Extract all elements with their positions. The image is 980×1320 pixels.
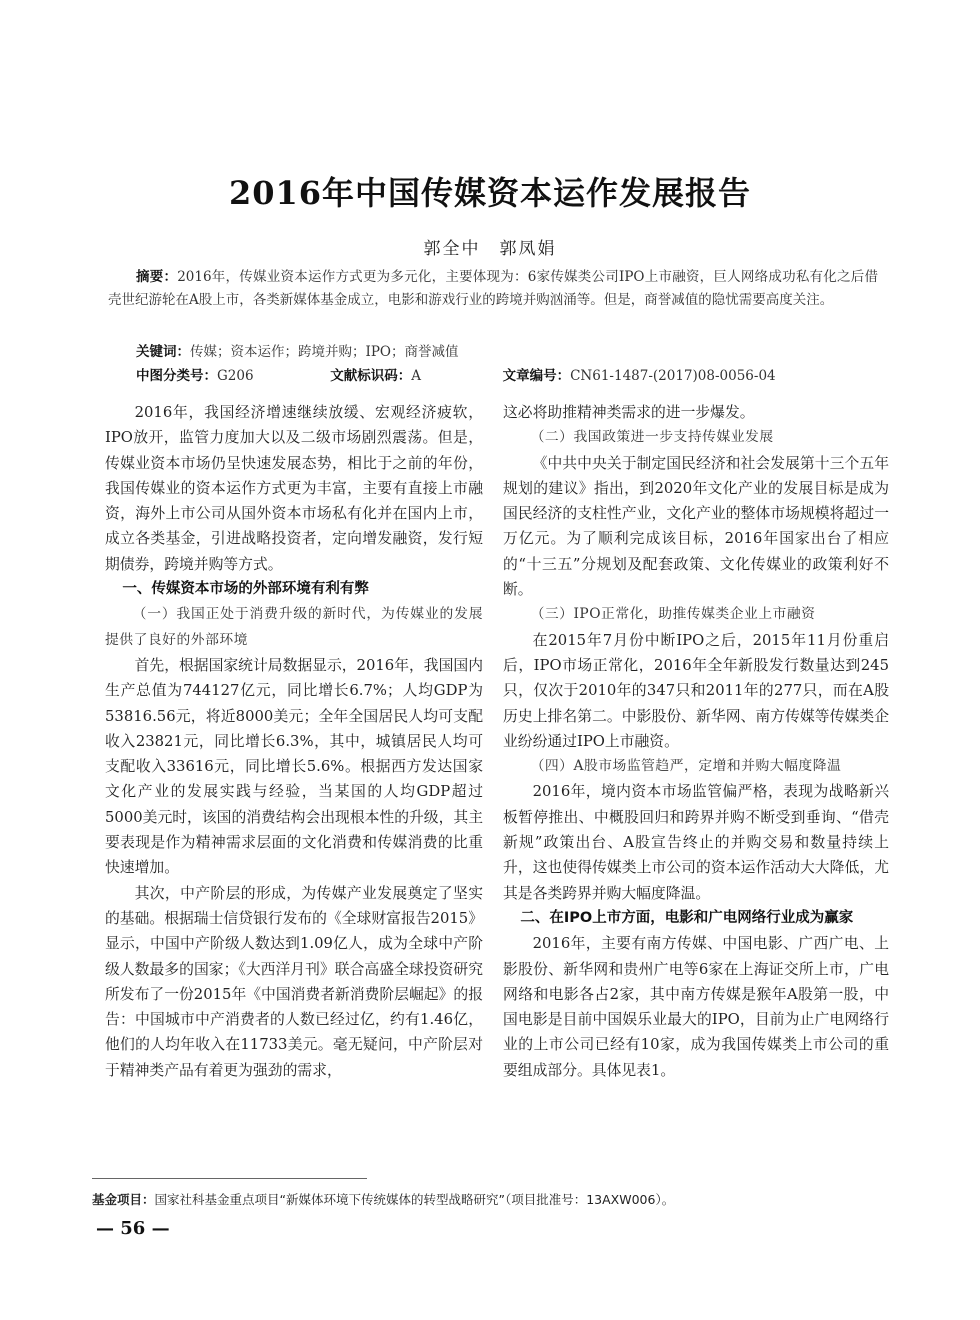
doc-label: 文献标识码： (330, 368, 412, 384)
footnote (92, 1190, 892, 1208)
article-title: 2016年中国传媒资本运作发展报告 (228, 174, 752, 212)
abstract (108, 266, 878, 312)
clc-value: G206 (217, 368, 254, 384)
paragraph: 2016年，境内资本市场监管偏严格，表现为战略新兴板暂停推出、中概股回归和跨界并购不断受到垂询、“借壳新规”政策出台、A股宣告终止的并购交易和数量持续上升，这也使得传媒类上市公司的资本运作活动大大降低，尤其是各类跨界并购大幅度降温。 (503, 783, 889, 902)
page-number: — 56 — (96, 1218, 170, 1239)
subsection-heading: （二）我国政策进一步支持传媒业发展 (530, 429, 774, 446)
paragraph: 在2015年7月份中断IPO之后，2015年11月份重启后，IPO市场正常化，2016年全年新股发行数量达到245只，仅次于2010年的347只和2011年的277只，而在A股历史上排名第二。中影股份、新华网、南方传媒等传媒类企业纷纷通过IPO上市融资。 (503, 631, 889, 750)
keywords (136, 342, 458, 362)
section-heading: 一、传媒资本市场的外部环境有利有弊 (122, 581, 369, 598)
footnote-text: 国家社科基金重点项目“新媒体环境下传统媒体的转型战略研究”（项目批准号：13AXW006）。 (154, 1192, 675, 1207)
clc-code (136, 366, 326, 386)
article-code (503, 366, 776, 386)
article-label: 文章编号： (502, 368, 571, 384)
paragraph: 2016年，主要有南方传媒、中国电影、广西广电、上影股份、新华网和贵州广电等6家在上海证交所上市，广电网络和电影各占2家，其中南方传媒是猴年A股第一股，中国电影是目前中国娱乐业最大的IPO，目前为止广电网络行业的上市公司已经有10家，成为我国传媒类上市公司的重要组成部分。具体见表1。 (503, 935, 889, 1079)
doc-value: A (411, 368, 422, 384)
subsection-heading: （一）我国正处于消费升级的新时代，为传媒业的发展提供了良好的外部环境 (105, 606, 483, 648)
authors: 郭全中 郭凤娟 (423, 239, 557, 259)
classification-row (136, 366, 896, 386)
keywords-label: 关键词： (136, 344, 190, 360)
paragraph: 《中共中央关于制定国民经济和社会发展第十三个五年规划的建议》指出，到2020年文化产业的发展目标是成为国民经济的支柱性产业，文化产业的整体市场规模将超过一万亿元。为了顺利完成该目标，2016年国家出台了相应的“十三五”分规划及配套政策、文化传媒业的政策利好不断。 (503, 454, 889, 599)
footnote-divider (92, 1178, 367, 1179)
paragraph: 2016年，我国经济增速继续放缓、宏观经济疲软，IPO放开，监管力度加大以及二级市场剧烈震荡。但是，传媒业资本市场仍呈快速发展态势，相比于之前的年份，我国传媒业的资本运作方式更为丰富，主要有直接上市融资，海外上市公司从国外资本市场私有化并在国内上市，成立各类基金，引进战略投资者，定向增发融资，发行短期债券，跨境并购等方式。 (105, 404, 483, 573)
right-column (503, 400, 889, 1083)
footnote-label: 基金项目： (92, 1192, 155, 1207)
paragraph: 首先，根据国家统计局数据显示，2016年，我国国内生产总值为744127亿元，同比增长6.7%；人均GDP为53816.56元，将近8000美元；全年全国居民人均可支配收入23821元，同比增长6.3%，其中，城镇居民人均可支配收入33616元，同比增长5.6%。根据西方发达国家文化产业的发展实践与经验，当某国的人均GDP超过5000美元时，该国的消费结构会出现根本性的升级，其主要表现是作为精神需求层面的文化消费和传媒消费的比重快速增加。 (105, 656, 483, 877)
paragraph: 其次，中产阶层的形成，为传媒产业发展奠定了坚实的基础。根据瑞士信贷银行发布的《全球财富报告2015》显示，中国中产阶级人数达到1.09亿人，成为全球中产阶级人数最多的国家；《大西洋月刊》联合高盛全球投资研究所发布了一份2015年《中国消费者新消费阶层崛起》的报告：中国城市中产消费者的人数已经过亿，约有1.46亿，他们的人均年收入在11733美元。毫无疑问，中产阶层对于精神类产品有着更为强劲的需求， (105, 884, 483, 1079)
clc-label: 中图分类号： (136, 368, 217, 384)
doc-code (330, 366, 498, 386)
abstract-text: 2016年，传媒业资本运作方式更为多元化，主要体现为：6家传媒类公司IPO上市融资，巨人网络成功私有化之后借壳世纪游轮在A股上市，各类新媒体基金成立，电影和游戏行业的跨境并购汹涌等。但是，商誉减值的隐忧需要高度关注。 (108, 269, 878, 308)
paragraph: 这必将助推精神类需求的进一步爆发。 (503, 404, 755, 421)
keywords-text: 传媒；资本运作；跨境并购；IPO；商誉减值 (190, 344, 459, 360)
subsection-heading: （四）A股市场监管趋严，定增和并购大幅度降温 (530, 758, 842, 775)
article-value: CN61-1487-(2017)08-0056-04 (570, 368, 776, 384)
subsection-heading: （三）IPO正常化，助推传媒类企业上市融资 (530, 606, 816, 623)
section-heading: 二、在IPO上市方面，电影和广电网络行业成为赢家 (520, 909, 854, 926)
left-column (105, 400, 483, 1083)
abstract-label: 摘要： (136, 269, 178, 285)
